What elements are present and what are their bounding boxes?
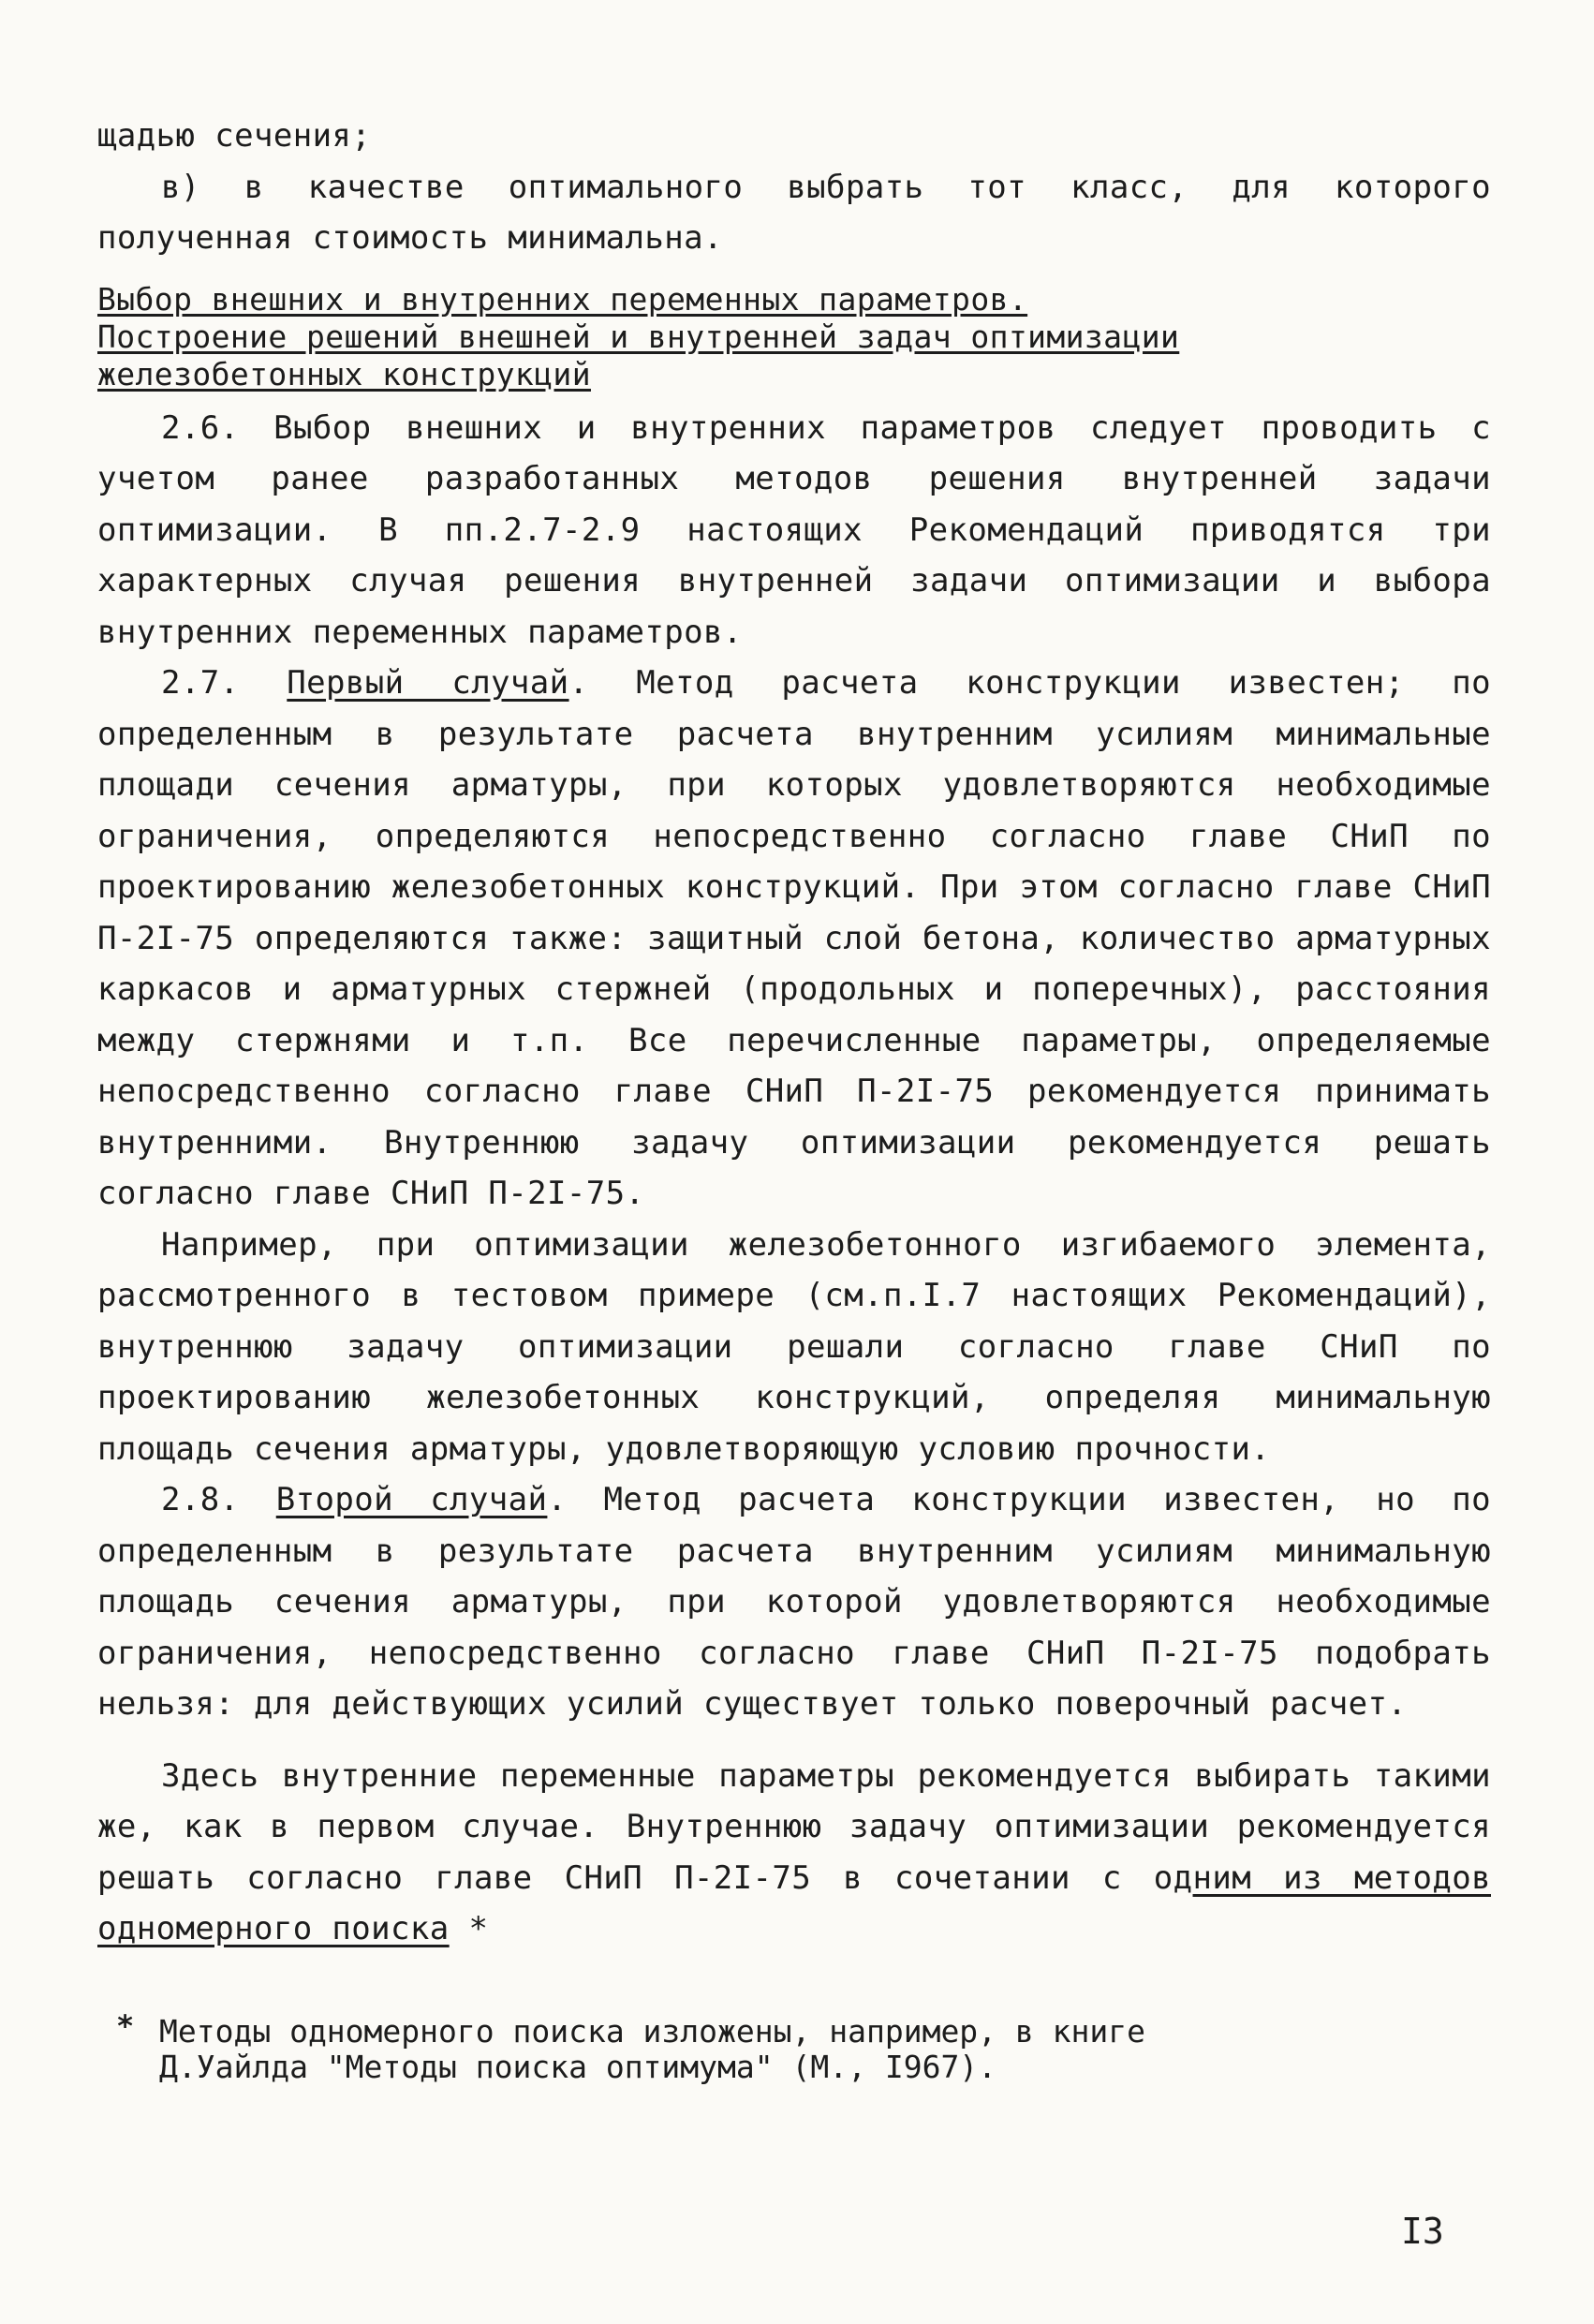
footnote-mark: * bbox=[116, 2008, 135, 2044]
case-title: Первый случай bbox=[287, 664, 569, 702]
footnote-ref: * bbox=[449, 1910, 489, 1947]
item-number: 2.7. bbox=[161, 664, 240, 702]
footnote-line-1: Методы одномерного поиска изложены, например, в книге bbox=[159, 2013, 1145, 2050]
paragraph-2-8 bbox=[97, 1474, 1491, 1730]
case-title: Второй случай bbox=[275, 1481, 548, 1518]
paragraph-2-7 bbox=[97, 658, 1491, 1220]
heading-line-1: Выбор внешних и внутренних переменных параметров. bbox=[97, 280, 1028, 318]
title-dot: . bbox=[547, 1481, 568, 1518]
item-number: 2.8. bbox=[161, 1481, 240, 1518]
list-item-v: в) в качестве оптимального выбрать тот класс, для которого полученная стоимость минимальна. bbox=[97, 168, 1491, 257]
continuation-line: щадью сечения; bbox=[97, 117, 372, 155]
section-heading bbox=[97, 281, 1491, 393]
footnote-line-2: Д.Уайлда "Методы поиска оптимума" (М., I967). bbox=[159, 2049, 997, 2085]
body-text bbox=[97, 111, 1491, 1955]
paragraph-example: Например, при оптимизации железобетонного изгибаемого элемента, рассмотренного в тестовом примере (см.п.I.7 настоящих Рекомендаций), внутреннюю задачу оптимизации решали согласно главе СНиП по проектированию железобетонных конструкций, определяя минимальную площадь сечения арматуры, удовлетворяющую условию прочности. bbox=[97, 1225, 1491, 1468]
heading-line-3: железобетонных конструкций bbox=[97, 355, 591, 392]
paragraph-text: Метод расчета конструкции известен; по определенным в результате расчета внутренним усилиям минимальные площади сечения арматуры, при которых удовлетворяются необходимые ограничения, определяются непосредственно согласно главе СНиП по проектированию железобетонных конструкций. При этом согласно главе СНиП П-2I-75 определяются также: защитный слой бетона, количество арматурных каркасов и арматурных стержней (продольных и поперечных), расстояния между стержнями и т.п. Все перечисленные параметры, определяемые непосредственно согласно главе СНиП П-2I-75 рекомендуется принимать внутренними. Внутреннюю задачу оптимизации рекомендуется решать согласно главе СНиП П-2I-75. bbox=[97, 664, 1492, 1212]
underlined-phrase: ним из методов одномерного поиска bbox=[97, 1858, 1491, 1947]
title-dot: . bbox=[568, 664, 589, 702]
paragraph-here bbox=[97, 1751, 1491, 1955]
paragraph-2-6: 2.6. Выбор внешних и внутренних параметров следует проводить с учетом ранее разработанных методов решения внутренней задачи оптимизации. В пп.2.7-2.9 настоящих Рекомендаций приводятся три характерных случая решения внутренней задачи оптимизации и выбора внутренних переменных параметров. bbox=[97, 408, 1491, 651]
paragraph-text: Здесь внутренние переменные параметры рекомендуется выбирать такими же, как в первом случае. Внутреннюю задачу оптимизации рекомендуется решать согласно главе СНиП П-2I-75 в сочетании с од bbox=[97, 1756, 1491, 1897]
footnote bbox=[116, 2008, 1377, 2085]
paragraph-text: Метод расчета конструкции известен, но по определенным в результате расчета внутренним усилиям минимальную площадь сечения арматуры, при которой удовлетворяются необходимые ограничения, непосредственно согласно главе СНиП П-2I-75 подобрать нельзя: для действующих усилий существует только поверочный расчет. bbox=[97, 1481, 1492, 1723]
page-number: I3 bbox=[1401, 2211, 1444, 2252]
heading-line-2: Построение решений внешней и внутренней задач оптимизации bbox=[97, 318, 1180, 355]
